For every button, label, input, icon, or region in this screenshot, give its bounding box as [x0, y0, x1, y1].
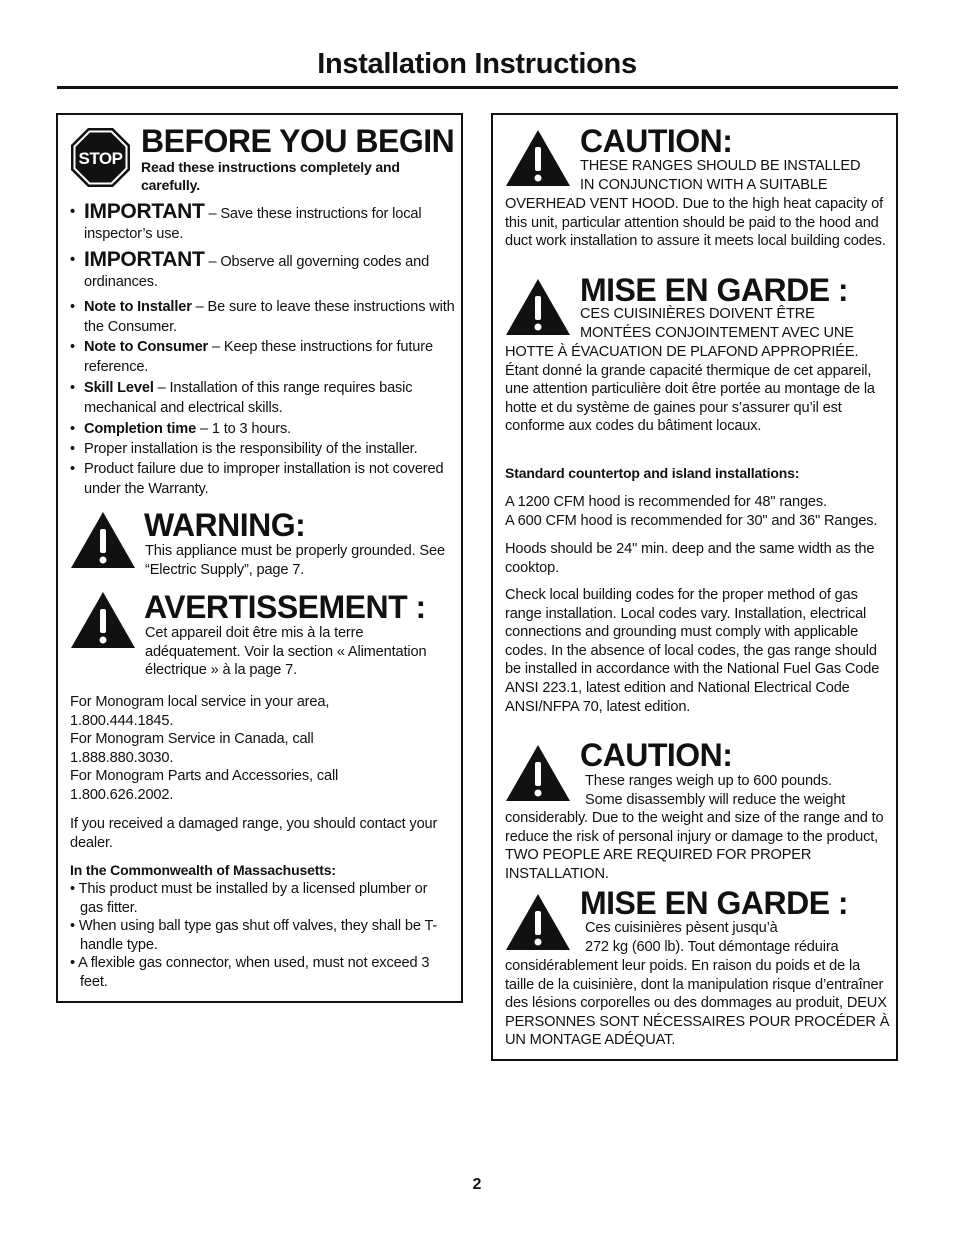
stop-sign-icon [70, 127, 131, 188]
list-item: • Completion time – 1 to 3 hours. [70, 421, 292, 437]
mise-en-garde-weight-intro: Ces cuisinières pèsent jusqu’à 272 kg (600 lb). Tout démontage réduira [585, 920, 839, 955]
mise-en-garde-intro: CES CUISINIÈRES DOIVENT ÊTRE MONTÉES CONJOINTEMENT AVEC UNE [580, 306, 854, 341]
warning-triangle-icon [505, 893, 571, 951]
warning-triangle-icon [505, 278, 571, 336]
mise-en-garde-weight-text: considérablement leur poids. En raison du poids et de la taille de la cuisinière, dont la manipulation risque d’entraîner des lésions corporelles ou des dommages au produit, DEUX PERSONNES SONT NÉCESSAIRES POUR PROCÉDER À UN MONTAGE ADÉQUAT. [505, 958, 890, 1049]
list-item: • Skill Level – Installation of this range requires basic mechanical and electrical skills. [70, 380, 413, 416]
warning-text: This appliance must be properly grounded. See “Electric Supply”, page 7. [145, 543, 445, 578]
stop-sign-label: STOP [78, 149, 123, 168]
mise-en-garde-text: HOTTE À ÉVACUATION DE PLAFOND APPROPRIÉE. Étant donné la grande capacité thermique de cet appareil, une attention particulière doit être portée au montage de la hotte et du système de gaines pour s’assurer qu’il est conforme aux codes du bâtiment locaux. [505, 344, 875, 435]
avertissement-text: Cet appareil doit être mis à la terre adéquatement. Voir la section « Alimentation électrique » à la page 7. [145, 625, 427, 679]
hood-depth-text: Hoods should be 24" min. deep and the same width as the cooktop. [505, 541, 875, 576]
warning-triangle-icon [70, 511, 136, 569]
mise-en-garde-heading: MISE EN GARDE : [580, 272, 849, 308]
page-number: 2 [472, 1176, 482, 1193]
massachusetts-list [70, 880, 450, 992]
service-contacts: For Monogram local service in your area, 1.800.444.1845. For Monogram Service in Canada, call 1.888.880.3030. For Monogram Parts and Accessories, call 1.800.626.2002. [70, 694, 339, 803]
warning-triangle-icon [70, 591, 136, 649]
damaged-range-text: If you received a damaged range, you should contact your dealer. [70, 816, 438, 851]
standard-installations-heading: Standard countertop and island installations: [505, 465, 800, 481]
list-item: • When using ball type gas shut off valves, they shall be T-handle type. [70, 918, 438, 953]
before-you-begin-subtitle: Read these instructions completely and carefully. [141, 159, 400, 193]
massachusetts-heading: In the Commonwealth of Massachusetts: [70, 862, 336, 878]
caution-intro: THESE RANGES SHOULD BE INSTALLED IN CONJUNCTION WITH A SUITABLE [580, 158, 861, 193]
page-title: Installation Instructions [317, 48, 637, 80]
before-you-begin-heading: BEFORE YOU BEGIN [141, 123, 455, 159]
cfm-recommendations: A 1200 CFM hood is recommended for 48" ranges. A 600 CFM hood is recommended for 30" and 36" Ranges. [505, 494, 878, 529]
list-item: • Proper installation is the responsibility of the installer. [70, 441, 418, 457]
avertissement-heading: AVERTISSEMENT : [144, 589, 426, 625]
caution-heading-2: CAUTION: [580, 737, 733, 773]
caution-text: OVERHEAD VENT HOOD. Due to the high heat capacity of this unit, particular attention should be paid to the hood and duct work installation to assure it meets local building codes. [505, 196, 886, 250]
list-item: • IMPORTANT – Save these instructions for local inspector’s use. [70, 200, 422, 242]
title-divider [57, 86, 898, 89]
list-item: • A flexible gas connector, when used, must not exceed 3 feet. [70, 955, 430, 990]
mise-en-garde-heading-2: MISE EN GARDE : [580, 885, 849, 921]
caution-weight-intro: These ranges weigh up to 600 pounds. Some disassembly will reduce the weight [585, 773, 846, 808]
list-item: • Note to Consumer – Keep these instructions for future reference. [70, 339, 433, 375]
warning-heading: WARNING: [144, 507, 306, 543]
caution-heading: CAUTION: [580, 123, 733, 159]
caution-weight-text: considerably. Due to the weight and size of the range and to reduce the risk of personal injury or damage to the product, TWO PEOPLE ARE REQUIRED FOR PROPER INSTALLATION. [505, 810, 884, 882]
building-codes-text: Check local building codes for the proper method of gas range installation. Local codes vary. Installation, electrical connections and grounding must comply with applicable codes. In the absence of local codes, the gas range should be installed in accordance with the National Fuel Gas Code ANSI 223.1, latest edition and National Electrical Code ANSI/NFPA 70, latest edition. [505, 587, 880, 715]
list-item: • IMPORTANT – Observe all governing codes and ordinances. [70, 248, 430, 290]
list-item: • This product must be installed by a licensed plumber or gas fitter. [70, 881, 428, 916]
warning-triangle-icon [505, 129, 571, 187]
list-item: • Note to Installer – Be sure to leave these instructions with the Consumer. [70, 299, 455, 335]
list-item: • Product failure due to improper installation is not covered under the Warranty. [70, 461, 444, 497]
warning-triangle-icon [505, 744, 571, 802]
